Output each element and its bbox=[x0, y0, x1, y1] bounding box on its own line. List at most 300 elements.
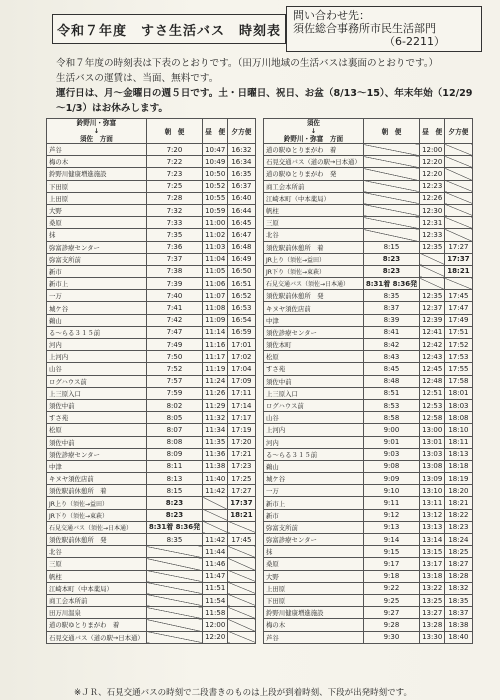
table-row bbox=[264, 278, 473, 290]
time-cell: 7:42 bbox=[146, 314, 202, 326]
stop-name: 中津 bbox=[47, 460, 147, 472]
time-cell: 7:40 bbox=[146, 290, 202, 302]
time-cell: 7:22 bbox=[146, 156, 202, 168]
stop-name: 北谷 bbox=[264, 229, 364, 241]
table-row bbox=[264, 497, 473, 509]
time-cell: 17:37 bbox=[445, 253, 472, 265]
time-cell: 13:15 bbox=[420, 546, 445, 558]
stop-name: すさ苑 bbox=[47, 412, 147, 424]
time-cell: 17:20 bbox=[228, 436, 255, 448]
time-cell: 8:23 bbox=[363, 265, 419, 277]
blank-cell bbox=[228, 582, 255, 594]
time-cell: 16:48 bbox=[228, 241, 255, 253]
table-row bbox=[47, 302, 256, 314]
table-row bbox=[264, 631, 473, 643]
time-cell: 10:59 bbox=[203, 204, 228, 216]
stop-name: 大野 bbox=[264, 570, 364, 582]
blank-cell bbox=[203, 521, 228, 533]
time-cell: 18:37 bbox=[445, 607, 472, 619]
time-cell: 8:08 bbox=[146, 436, 202, 448]
time-cell: 7:59 bbox=[146, 387, 202, 399]
time-cell: 12:20 bbox=[420, 156, 445, 168]
time-cell: 11:03 bbox=[203, 241, 228, 253]
time-cell: 12:23 bbox=[420, 180, 445, 192]
blank-cell bbox=[363, 192, 419, 204]
blank-cell bbox=[146, 570, 202, 582]
table-row bbox=[47, 485, 256, 497]
stop-name: 鵜山 bbox=[264, 460, 364, 472]
table-row bbox=[264, 399, 473, 411]
stop-name: JR下り（須佐→東萩） bbox=[47, 509, 147, 521]
time-cell: 17:55 bbox=[445, 363, 472, 375]
stop-name: 上河内 bbox=[47, 351, 147, 363]
time-cell: 16:34 bbox=[228, 156, 255, 168]
time-cell: 11:24 bbox=[203, 375, 228, 387]
stop-name: 一万 bbox=[47, 290, 147, 302]
time-cell: 11:08 bbox=[203, 302, 228, 314]
time-cell: 7:32 bbox=[146, 204, 202, 216]
stop-name: 田万川温泉 bbox=[47, 607, 147, 619]
blank-cell bbox=[228, 570, 255, 582]
blank-cell bbox=[445, 192, 472, 204]
time-cell: 13:11 bbox=[420, 497, 445, 509]
time-cell: 10:55 bbox=[203, 192, 228, 204]
stop-name: ログハウス前 bbox=[47, 375, 147, 387]
time-cell: 11:29 bbox=[203, 399, 228, 411]
table-row bbox=[264, 339, 473, 351]
time-cell: 13:22 bbox=[420, 582, 445, 594]
stop-name: 商工会本所前 bbox=[264, 180, 364, 192]
time-cell: 12:20 bbox=[203, 631, 228, 643]
time-cell: 9:11 bbox=[363, 497, 419, 509]
time-cell: 13:30 bbox=[420, 631, 445, 643]
time-cell: 16:53 bbox=[228, 302, 255, 314]
time-cell: 11:42 bbox=[203, 485, 228, 497]
stop-name: JR下り（須佐→東萩） bbox=[264, 265, 364, 277]
stop-name: 須佐中前 bbox=[47, 399, 147, 411]
time-cell: 18:27 bbox=[445, 558, 472, 570]
time-cell: 13:28 bbox=[420, 619, 445, 631]
time-cell: 12:00 bbox=[203, 619, 228, 631]
table-row bbox=[47, 521, 256, 533]
time-cell: 9:27 bbox=[363, 607, 419, 619]
table-row bbox=[47, 375, 256, 387]
time-cell: 12:20 bbox=[420, 168, 445, 180]
time-cell: 16:59 bbox=[228, 326, 255, 338]
blank-cell bbox=[445, 180, 472, 192]
route-destination: 鈴野川・弥富 方面 bbox=[283, 135, 344, 143]
time-cell: 8:23 bbox=[363, 253, 419, 265]
blank-cell bbox=[445, 217, 472, 229]
time-cell: 11:32 bbox=[203, 412, 228, 424]
time-cell: 13:18 bbox=[420, 570, 445, 582]
time-cell: 12:48 bbox=[420, 375, 445, 387]
table-row bbox=[264, 168, 473, 180]
table-row bbox=[264, 424, 473, 436]
blank-cell bbox=[146, 631, 202, 643]
time-cell: 8:39 bbox=[363, 314, 419, 326]
table-row bbox=[264, 558, 473, 570]
time-cell: 18:19 bbox=[445, 473, 472, 485]
time-cell: 13:09 bbox=[420, 473, 445, 485]
stop-name: 道の駅ゆとりまがわ 発 bbox=[264, 168, 364, 180]
stop-name: る～らる３１５前 bbox=[47, 326, 147, 338]
time-cell: 17:23 bbox=[228, 460, 255, 472]
table-row bbox=[47, 460, 256, 472]
table-row bbox=[264, 326, 473, 338]
blank-cell bbox=[228, 558, 255, 570]
stop-name: 松原 bbox=[264, 351, 364, 363]
time-cell: 11:38 bbox=[203, 460, 228, 472]
route-header bbox=[264, 119, 364, 144]
time-cell: 12:51 bbox=[420, 387, 445, 399]
stop-name: 上三原入口 bbox=[47, 387, 147, 399]
blank-cell bbox=[228, 619, 255, 631]
time-cell: 9:18 bbox=[363, 570, 419, 582]
stop-name: 下田原 bbox=[47, 180, 147, 192]
time-cell: 12:58 bbox=[420, 412, 445, 424]
time-cell: 8:51 bbox=[363, 387, 419, 399]
table-row bbox=[47, 290, 256, 302]
time-cell: 18:01 bbox=[445, 387, 472, 399]
stop-name: 山谷 bbox=[47, 363, 147, 375]
column-header: 昼 便 bbox=[203, 119, 228, 144]
stop-name: 須佐本町 bbox=[264, 339, 364, 351]
stop-name: 上三原入口 bbox=[264, 387, 364, 399]
contact-label: 問い合わせ先： bbox=[293, 9, 370, 22]
table-row bbox=[264, 509, 473, 521]
blank-cell bbox=[228, 594, 255, 606]
time-cell: 17:45 bbox=[228, 534, 255, 546]
table-row bbox=[47, 631, 256, 643]
blank-cell bbox=[146, 594, 202, 606]
blank-cell bbox=[146, 619, 202, 631]
time-cell: 11:09 bbox=[203, 314, 228, 326]
table-row bbox=[47, 412, 256, 424]
stop-name: 抹 bbox=[47, 229, 147, 241]
time-cell: 11:42 bbox=[203, 534, 228, 546]
blank-cell bbox=[363, 229, 419, 241]
blank-cell bbox=[203, 509, 228, 521]
time-cell: 9:01 bbox=[363, 436, 419, 448]
time-cell: 12:26 bbox=[420, 192, 445, 204]
time-cell: 8:15 bbox=[363, 241, 419, 253]
table-row bbox=[47, 217, 256, 229]
time-cell: 7:25 bbox=[146, 180, 202, 192]
time-cell: 7:49 bbox=[146, 339, 202, 351]
time-cell: 18:25 bbox=[445, 546, 472, 558]
stop-name: 新市 bbox=[264, 509, 364, 521]
time-cell: 8:09 bbox=[146, 448, 202, 460]
time-cell: 12:37 bbox=[420, 302, 445, 314]
blank-cell bbox=[445, 204, 472, 216]
contact-org: 須佐総合事務所市民生活部門 bbox=[293, 22, 436, 35]
time-cell: 17:17 bbox=[228, 412, 255, 424]
table-row bbox=[264, 582, 473, 594]
blank-cell bbox=[363, 217, 419, 229]
blank-cell bbox=[363, 144, 419, 156]
table-row bbox=[264, 534, 473, 546]
time-cell: 18:35 bbox=[445, 594, 472, 606]
stop-name: 鈴野川健康増進施設 bbox=[47, 168, 147, 180]
time-cell: 16:50 bbox=[228, 265, 255, 277]
time-cell: 8:58 bbox=[363, 412, 419, 424]
time-cell: 7:28 bbox=[146, 192, 202, 204]
time-cell: 11:35 bbox=[203, 436, 228, 448]
time-cell: 11:36 bbox=[203, 448, 228, 460]
stop-name: 道の駅ゆとりまがわ 着 bbox=[47, 619, 147, 631]
table-row bbox=[47, 607, 256, 619]
time-cell: 13:03 bbox=[420, 448, 445, 460]
table-row bbox=[47, 339, 256, 351]
time-cell: 8:35 bbox=[363, 290, 419, 302]
table-row bbox=[264, 473, 473, 485]
blank-cell bbox=[363, 156, 419, 168]
timetable-to-susa bbox=[46, 118, 256, 644]
table-row bbox=[47, 448, 256, 460]
time-cell: 9:08 bbox=[363, 460, 419, 472]
stop-name: 松原 bbox=[47, 424, 147, 436]
blank-cell bbox=[363, 168, 419, 180]
table-row bbox=[47, 204, 256, 216]
time-cell: 9:13 bbox=[363, 521, 419, 533]
time-cell: 9:17 bbox=[363, 558, 419, 570]
time-cell: 7:38 bbox=[146, 265, 202, 277]
time-cell: 17:21 bbox=[228, 448, 255, 460]
time-cell: 18:18 bbox=[445, 460, 472, 472]
time-cell: 9:15 bbox=[363, 546, 419, 558]
time-cell: 16:32 bbox=[228, 144, 255, 156]
stop-name: 須佐診療センター bbox=[264, 326, 364, 338]
time-cell: 12:31 bbox=[420, 217, 445, 229]
time-cell: 9:03 bbox=[363, 448, 419, 460]
table-row bbox=[47, 229, 256, 241]
stop-name: 須佐駅前休憩所 着 bbox=[47, 485, 147, 497]
time-cell: 18:11 bbox=[445, 436, 472, 448]
time-cell: 16:52 bbox=[228, 290, 255, 302]
time-cell: 9:12 bbox=[363, 509, 419, 521]
stop-name: 帆柱 bbox=[47, 570, 147, 582]
time-cell: 17:58 bbox=[445, 375, 472, 387]
time-cell: 11:16 bbox=[203, 339, 228, 351]
table-row bbox=[47, 241, 256, 253]
notice-line: 令和７年度の時刻表は下表のとおりです。（田万川地域の生活バスは裏面のとおりです。） bbox=[56, 58, 439, 69]
table-row bbox=[47, 558, 256, 570]
stop-name: 中津 bbox=[264, 314, 364, 326]
table-row bbox=[47, 619, 256, 631]
stop-name: 城ケ谷 bbox=[264, 473, 364, 485]
table-row bbox=[264, 351, 473, 363]
stop-name: 三原 bbox=[264, 217, 364, 229]
time-cell: 12:45 bbox=[420, 363, 445, 375]
blank-cell bbox=[363, 204, 419, 216]
time-cell: 8:53 bbox=[363, 399, 419, 411]
stop-name: 新市 bbox=[47, 265, 147, 277]
time-cell: 11:05 bbox=[203, 265, 228, 277]
time-cell: 18:32 bbox=[445, 582, 472, 594]
stop-name: 下田原 bbox=[264, 594, 364, 606]
route-header bbox=[47, 119, 147, 144]
time-cell: 13:25 bbox=[420, 594, 445, 606]
time-cell: 18:22 bbox=[445, 509, 472, 521]
stop-name: 桑原 bbox=[264, 558, 364, 570]
time-cell: 10:52 bbox=[203, 180, 228, 192]
route-destination: 須佐 方面 bbox=[79, 135, 113, 143]
time-cell: 9:09 bbox=[363, 473, 419, 485]
time-cell: 7:35 bbox=[146, 229, 202, 241]
time-cell: 12:42 bbox=[420, 339, 445, 351]
time-cell: 11:07 bbox=[203, 290, 228, 302]
time-cell: 9:25 bbox=[363, 594, 419, 606]
table-row bbox=[264, 253, 473, 265]
time-cell: 17:04 bbox=[228, 363, 255, 375]
stop-name: 帆柱 bbox=[264, 204, 364, 216]
time-cell: 7:50 bbox=[146, 351, 202, 363]
time-cell: 8:31着 8:36発 bbox=[363, 278, 419, 290]
time-cell: 13:17 bbox=[420, 558, 445, 570]
blank-cell bbox=[146, 607, 202, 619]
route-origin: 須佐 bbox=[306, 119, 320, 127]
stop-name: 石見交通バス（道の駅→日本通） bbox=[264, 156, 364, 168]
stop-name: 弥富支所前 bbox=[264, 521, 364, 533]
stop-name: JR上り（須佐→益田） bbox=[47, 497, 147, 509]
stop-name: 江崎本町（中本薬局） bbox=[47, 582, 147, 594]
time-cell: 18:21 bbox=[228, 509, 255, 521]
contact-phone: （6-2211） bbox=[384, 35, 445, 48]
table-row bbox=[47, 546, 256, 558]
time-cell: 13:08 bbox=[420, 460, 445, 472]
blank-cell bbox=[146, 546, 202, 558]
stop-name: すさ苑 bbox=[264, 363, 364, 375]
stop-name: 抹 bbox=[264, 546, 364, 558]
column-header: 夕方便 bbox=[228, 119, 255, 144]
time-cell: 18:40 bbox=[445, 631, 472, 643]
stop-name: 鵜山 bbox=[47, 314, 147, 326]
time-cell: 11:54 bbox=[203, 594, 228, 606]
blank-cell bbox=[146, 582, 202, 594]
time-cell: 8:41 bbox=[363, 326, 419, 338]
table-row bbox=[264, 412, 473, 424]
time-cell: 11:06 bbox=[203, 278, 228, 290]
column-header: 朝 便 bbox=[146, 119, 202, 144]
stop-name: 弥富支所前 bbox=[47, 253, 147, 265]
time-cell: 16:51 bbox=[228, 278, 255, 290]
time-cell: 9:30 bbox=[363, 631, 419, 643]
table-row bbox=[47, 144, 256, 156]
time-cell: 8:11 bbox=[146, 460, 202, 472]
time-cell: 8:42 bbox=[363, 339, 419, 351]
table-row bbox=[47, 387, 256, 399]
footnote: ※ＪＲ、石見交通バスの時刻で二段書きのものは上段が到着時刻、下段が出発時刻です。 bbox=[74, 688, 412, 698]
table-row bbox=[264, 314, 473, 326]
time-cell: 17:27 bbox=[228, 485, 255, 497]
time-cell: 11:00 bbox=[203, 217, 228, 229]
stop-name: 商工会本所前 bbox=[47, 594, 147, 606]
stop-name: 須佐駅前休憩所 発 bbox=[264, 290, 364, 302]
stop-name: 三原 bbox=[47, 558, 147, 570]
table-row bbox=[47, 156, 256, 168]
time-cell: 17:51 bbox=[445, 326, 472, 338]
column-header: 昼 便 bbox=[420, 119, 445, 144]
time-cell: 12:43 bbox=[420, 351, 445, 363]
time-cell: 10:47 bbox=[203, 144, 228, 156]
time-cell: 11:51 bbox=[203, 582, 228, 594]
contact-box bbox=[286, 6, 482, 52]
stop-name: 弥富診療センター bbox=[264, 534, 364, 546]
time-cell: 8:23 bbox=[146, 509, 202, 521]
table-row bbox=[264, 594, 473, 606]
stop-name: 江崎本町（中本薬局） bbox=[264, 192, 364, 204]
time-cell: 17:01 bbox=[228, 339, 255, 351]
table-row bbox=[47, 253, 256, 265]
stop-name: 北谷 bbox=[47, 546, 147, 558]
stop-name: キヌヤ須佐店前 bbox=[264, 302, 364, 314]
time-cell: 8:48 bbox=[363, 375, 419, 387]
stop-name: 梅の木 bbox=[47, 156, 147, 168]
stop-name: ログハウス前 bbox=[264, 399, 364, 411]
stop-name: 新市上 bbox=[264, 497, 364, 509]
time-cell: 16:54 bbox=[228, 314, 255, 326]
blank-cell bbox=[228, 631, 255, 643]
route-origin: 鈴野川・弥富 bbox=[76, 119, 117, 127]
table-row bbox=[47, 399, 256, 411]
notice-block bbox=[56, 56, 476, 116]
time-cell: 17:02 bbox=[228, 351, 255, 363]
notice-line: 運行日は、月～金曜日の週５日です。土・日曜日、祝日、お盆（8/13～15）、年末年始（12/29～1/3）はお休みします。 bbox=[56, 88, 473, 114]
stop-name: 石見交通バス（道の駅→日本通） bbox=[47, 631, 147, 643]
time-cell: 11:02 bbox=[203, 229, 228, 241]
route-arrow: ↓ bbox=[310, 127, 317, 135]
table-row bbox=[264, 265, 473, 277]
stop-name: 道の駅ゆとりまがわ 着 bbox=[264, 144, 364, 156]
time-cell: 13:01 bbox=[420, 436, 445, 448]
table-row bbox=[47, 351, 256, 363]
stop-name: 梅の木 bbox=[264, 619, 364, 631]
time-cell: 10:49 bbox=[203, 156, 228, 168]
time-cell: 7:39 bbox=[146, 278, 202, 290]
table-row bbox=[264, 363, 473, 375]
time-cell: 7:41 bbox=[146, 302, 202, 314]
time-cell: 18:13 bbox=[445, 448, 472, 460]
time-cell: 8:02 bbox=[146, 399, 202, 411]
table-row bbox=[47, 314, 256, 326]
time-cell: 18:24 bbox=[445, 534, 472, 546]
time-cell: 13:13 bbox=[420, 521, 445, 533]
table-row bbox=[47, 326, 256, 338]
time-cell: 9:14 bbox=[363, 534, 419, 546]
time-cell: 18:10 bbox=[445, 424, 472, 436]
blank-cell bbox=[420, 253, 445, 265]
stop-name: 河内 bbox=[264, 436, 364, 448]
time-cell: 7:36 bbox=[146, 241, 202, 253]
time-cell: 18:38 bbox=[445, 619, 472, 631]
time-cell: 7:37 bbox=[146, 253, 202, 265]
time-cell: 16:35 bbox=[228, 168, 255, 180]
table-row bbox=[264, 192, 473, 204]
time-cell: 8:07 bbox=[146, 424, 202, 436]
time-cell: 7:52 bbox=[146, 363, 202, 375]
stop-name: 城ケ谷 bbox=[47, 302, 147, 314]
time-cell: 7:20 bbox=[146, 144, 202, 156]
table-row bbox=[47, 582, 256, 594]
time-cell: 17:27 bbox=[445, 241, 472, 253]
time-cell: 12:33 bbox=[420, 229, 445, 241]
time-cell: 17:45 bbox=[445, 290, 472, 302]
table-row bbox=[264, 460, 473, 472]
blank-cell bbox=[420, 278, 445, 290]
table-row bbox=[47, 168, 256, 180]
time-cell: 17:37 bbox=[228, 497, 255, 509]
